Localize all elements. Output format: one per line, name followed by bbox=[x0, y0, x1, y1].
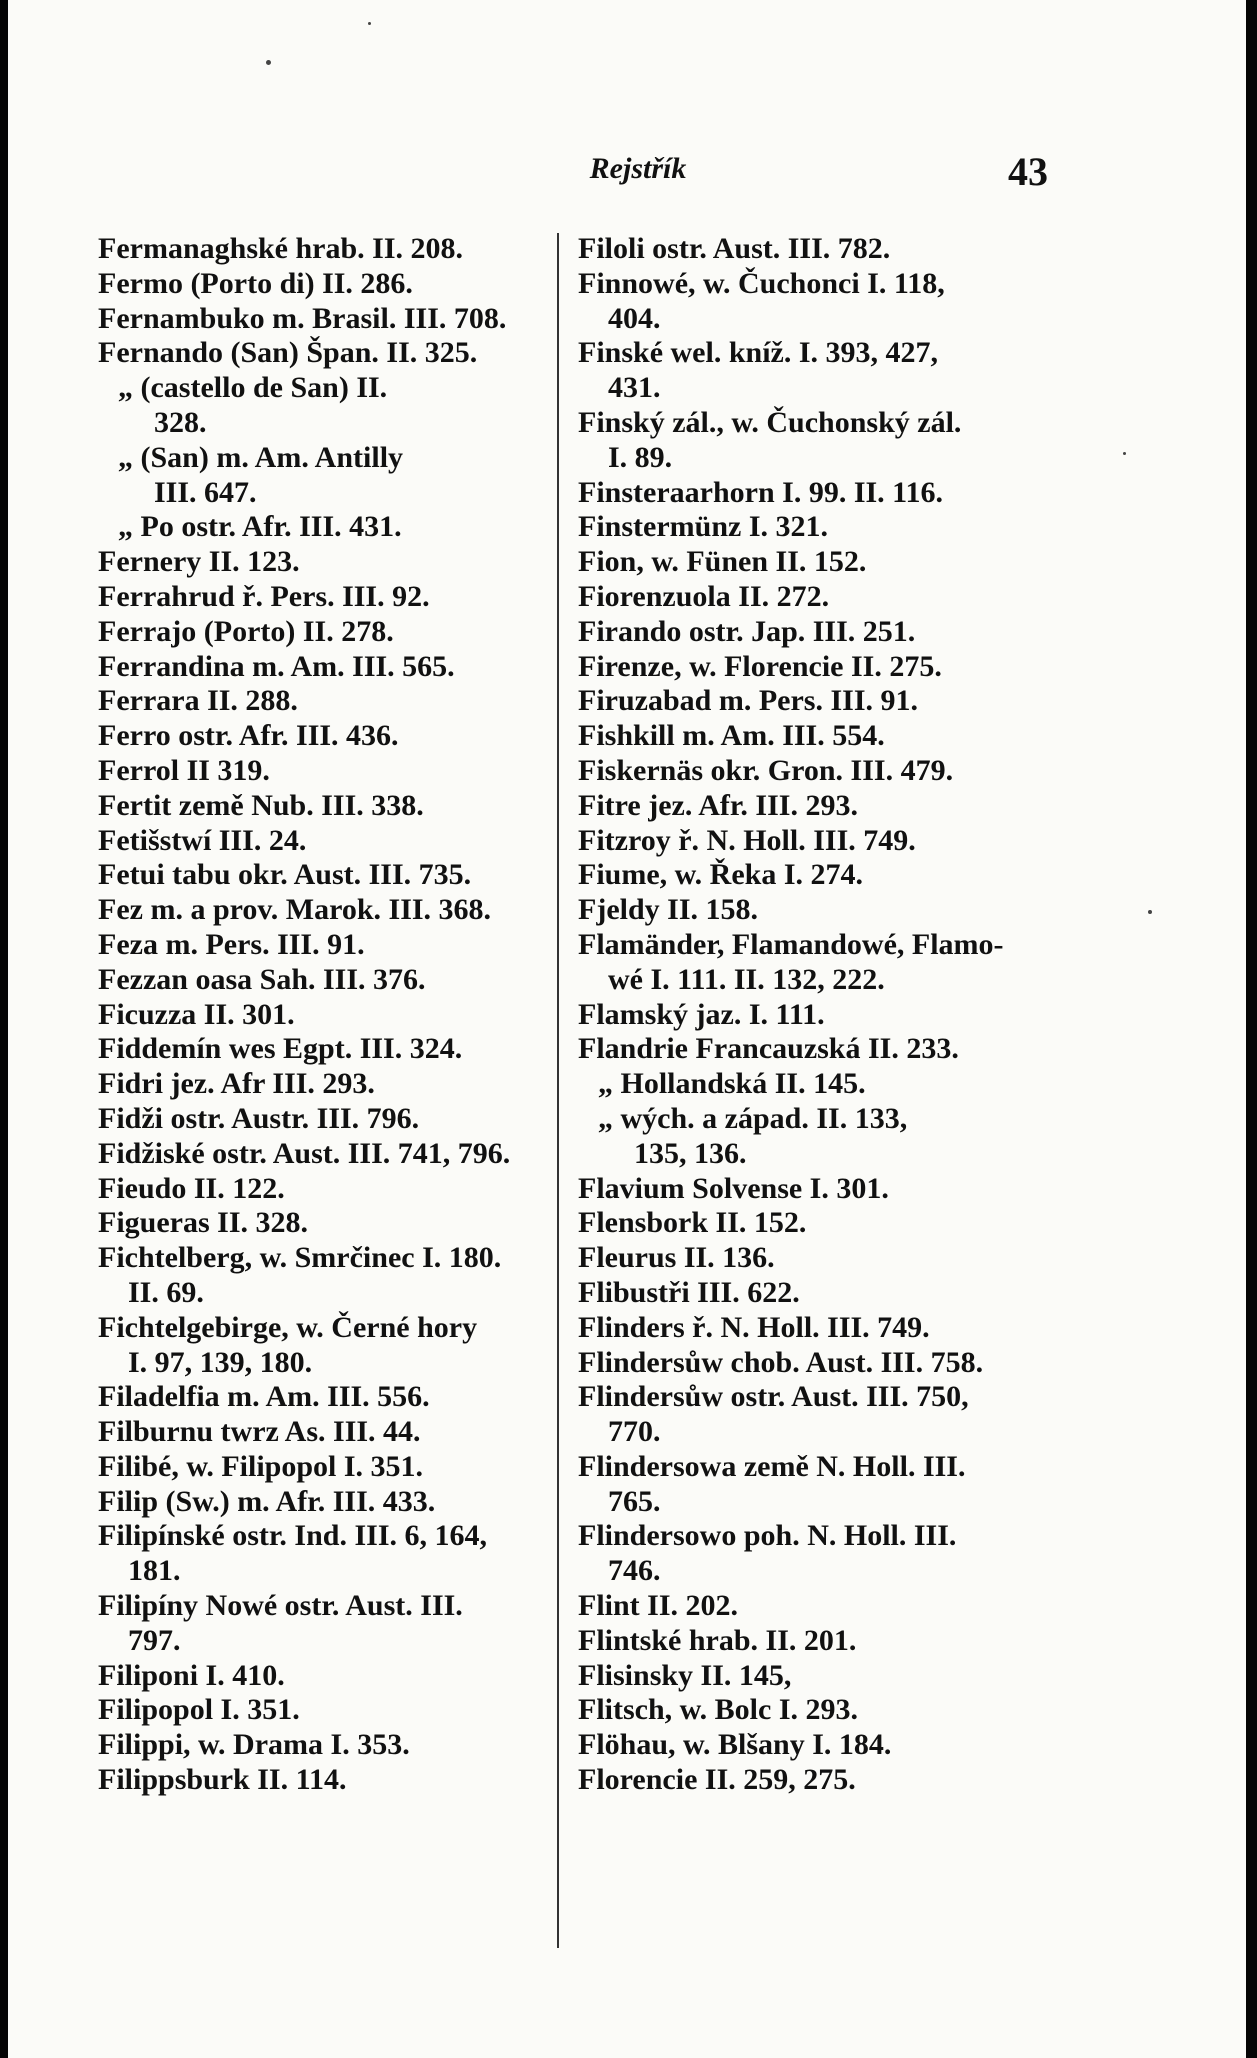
index-entry: Fitre jez. Afr. III. 293. bbox=[578, 788, 858, 822]
index-entry: Fernando (San) Špan. II. 325. bbox=[98, 336, 478, 370]
index-entry: Flisinsky II. 145, bbox=[578, 1658, 792, 1692]
index-entry: 797. bbox=[128, 1623, 181, 1657]
index-entry: Fichtelberg, w. Smrčinec I. 180. bbox=[98, 1241, 502, 1275]
index-entry: Flöhau, w. Blšany I. 184. bbox=[578, 1728, 892, 1762]
index-entry: Fiddemín wes Egpt. III. 324. bbox=[98, 1032, 463, 1066]
index-entry: Fidri jez. Afr III. 293. bbox=[98, 1067, 375, 1101]
index-entry: Fichtelgebirge, w. Černé hory bbox=[98, 1310, 478, 1344]
index-entry: Ferrajo (Porto) II. 278. bbox=[98, 614, 394, 648]
index-entry: Finsteraarhorn I. 99. II. 116. bbox=[578, 475, 944, 509]
index-entry: Finnowé, w. Čuchonci I. 118, bbox=[578, 266, 945, 300]
index-entry: Flindersowa země N. Holl. III. bbox=[578, 1449, 966, 1483]
index-entry: „ (San) m. Am. Antilly bbox=[118, 440, 404, 474]
index-entry: Ferrandina m. Am. III. 565. bbox=[98, 649, 455, 683]
index-entry: Fieudo II. 122. bbox=[98, 1171, 285, 1205]
index-entry: Fernery II. 123. bbox=[98, 545, 300, 579]
index-entry: Fidžiské ostr. Aust. III. 741, 796. bbox=[98, 1136, 511, 1170]
index-entry: Fermanaghské hrab. II. 208. bbox=[98, 232, 464, 265]
index-entry: Flintské hrab. II. 201. bbox=[578, 1623, 857, 1657]
index-entry: Flibustři III. 622. bbox=[578, 1275, 800, 1309]
index-entry: „ wých. a západ. II. 133, bbox=[598, 1101, 908, 1135]
index-entry: Florencie II. 259, 275. bbox=[578, 1763, 856, 1797]
index-entry: 135, 136. bbox=[634, 1136, 747, 1170]
index-entry: Fetišstwí III. 24. bbox=[98, 823, 307, 857]
index-entry: III. 647. bbox=[154, 475, 257, 509]
index-entry: Fleurus II. 136. bbox=[578, 1241, 775, 1275]
index-entry: Ferrahrud ř. Pers. III. 92. bbox=[98, 579, 430, 613]
index-entry: Flensbork II. 152. bbox=[578, 1206, 807, 1240]
index-entry: Ficuzza II. 301. bbox=[98, 997, 295, 1031]
index-entry: Fermo (Porto di) II. 286. bbox=[98, 266, 413, 300]
index-entry: Fertit země Nub. III. 338. bbox=[98, 788, 424, 822]
index-entry: Fjeldy II. 158. bbox=[578, 893, 758, 927]
index-entry: 328. bbox=[154, 405, 207, 439]
index-column-left bbox=[98, 232, 553, 1798]
index-entry: Flindersůw ostr. Aust. III. 750, bbox=[578, 1380, 969, 1414]
index-entry: Flitsch, w. Bolc I. 293. bbox=[578, 1693, 859, 1727]
index-entry: 765. bbox=[608, 1484, 661, 1518]
index-entry: „ Hollandská II. 145. bbox=[598, 1067, 866, 1101]
index-entry: 404. bbox=[608, 301, 661, 335]
index-entry: Flinders ř. N. Holl. III. 749. bbox=[578, 1310, 930, 1344]
index-entry: Filiponi I. 410. bbox=[98, 1658, 285, 1692]
index-entry: Filip (Sw.) m. Afr. III. 433. bbox=[98, 1484, 436, 1518]
index-entry: Flint II. 202. bbox=[578, 1589, 739, 1623]
index-entry: Feza m. Pers. III. 91. bbox=[98, 927, 365, 961]
index-entry: Fez m. a prov. Marok. III. 368. bbox=[98, 893, 492, 927]
index-entry: Figueras II. 328. bbox=[98, 1206, 308, 1240]
index-entry: Filburnu twrz As. III. 44. bbox=[98, 1415, 421, 1449]
index-entry: Finstermünz I. 321. bbox=[578, 510, 828, 544]
index-entry: Filipíny Nowé ostr. Aust. III. bbox=[98, 1589, 463, 1623]
index-entry: Fidži ostr. Austr. III. 796. bbox=[98, 1101, 420, 1135]
index-entry: Flamský jaz. I. 111. bbox=[578, 997, 825, 1031]
index-entry: Filibé, w. Filipopol I. 351. bbox=[98, 1449, 424, 1483]
paper-speck bbox=[266, 60, 271, 65]
index-entry: Filoli ostr. Aust. III. 782. bbox=[578, 232, 891, 265]
index-entry: Ferro ostr. Afr. III. 436. bbox=[98, 719, 399, 753]
index-entry: Firuzabad m. Pers. III. 91. bbox=[578, 684, 918, 718]
index-entry: I. 89. bbox=[608, 440, 673, 474]
column-divider bbox=[557, 233, 559, 1948]
book-page bbox=[8, 0, 1246, 2058]
index-entry: „ Po ostr. Afr. III. 431. bbox=[118, 510, 402, 544]
index-entry: Filippi, w. Drama I. 353. bbox=[98, 1728, 410, 1762]
index-entry: 431. bbox=[608, 371, 661, 405]
index-entry: Fiume, w. Řeka I. 274. bbox=[578, 858, 863, 892]
index-entry: Fernambuko m. Brasil. III. 708. bbox=[98, 301, 507, 335]
index-entry: Filipopol I. 351. bbox=[98, 1693, 300, 1727]
index-entry: Ferrol II 319. bbox=[98, 753, 270, 787]
running-title: Rejstřík bbox=[589, 152, 687, 185]
index-entry: Fitzroy ř. N. Holl. III. 749. bbox=[578, 823, 916, 857]
index-entry: Ferrara II. 288. bbox=[98, 684, 298, 718]
paper-speck bbox=[1123, 452, 1126, 455]
index-entry: Flandrie Francauzská II. 233. bbox=[578, 1032, 959, 1066]
index-entry: Flavium Solvense I. 301. bbox=[578, 1171, 889, 1205]
index-entry: Fion, w. Fünen II. 152. bbox=[578, 545, 867, 579]
index-entry: 181. bbox=[128, 1554, 181, 1588]
index-entry: „ (castello de San) II. bbox=[118, 371, 388, 405]
index-entry: II. 69. bbox=[128, 1275, 204, 1309]
index-entry: Finské wel. kníž. I. 393, 427, bbox=[578, 336, 939, 370]
index-entry: Finský zál., w. Čuchonský zál. bbox=[578, 405, 962, 439]
index-entry: 746. bbox=[608, 1554, 661, 1588]
index-entry: Fiorenzuola II. 272. bbox=[578, 579, 830, 613]
index-entry: Fetui tabu okr. Aust. III. 735. bbox=[98, 858, 472, 892]
index-entry: Fezzan oasa Sah. III. 376. bbox=[98, 962, 426, 996]
index-entry: Filadelfia m. Am. III. 556. bbox=[98, 1380, 430, 1414]
index-entry: Flindersowo poh. N. Holl. III. bbox=[578, 1519, 957, 1553]
page-number: 43 bbox=[1008, 149, 1048, 194]
index-entry: Firando ostr. Jap. III. 251. bbox=[578, 614, 916, 648]
index-entry: Filippsburk II. 114. bbox=[98, 1763, 347, 1797]
index-entry: Flamänder, Flamandowé, Flamo- bbox=[578, 927, 1004, 961]
index-entry: Fishkill m. Am. III. 554. bbox=[578, 719, 885, 753]
index-entry: Firenze, w. Florencie II. 275. bbox=[578, 649, 942, 683]
paper-speck bbox=[1148, 910, 1152, 914]
index-entry: Fiskernäs okr. Gron. III. 479. bbox=[578, 753, 954, 787]
index-entry: Filipínské ostr. Ind. III. 6, 164, bbox=[98, 1519, 488, 1553]
index-entry: wé I. 111. II. 132, 222. bbox=[608, 962, 885, 996]
index-entry: Flindersůw chob. Aust. III. 758. bbox=[578, 1345, 984, 1379]
index-entry: 770. bbox=[608, 1415, 661, 1449]
paper-speck bbox=[368, 22, 371, 25]
index-column-right bbox=[578, 232, 1038, 1798]
index-entry: I. 97, 139, 180. bbox=[128, 1345, 313, 1379]
